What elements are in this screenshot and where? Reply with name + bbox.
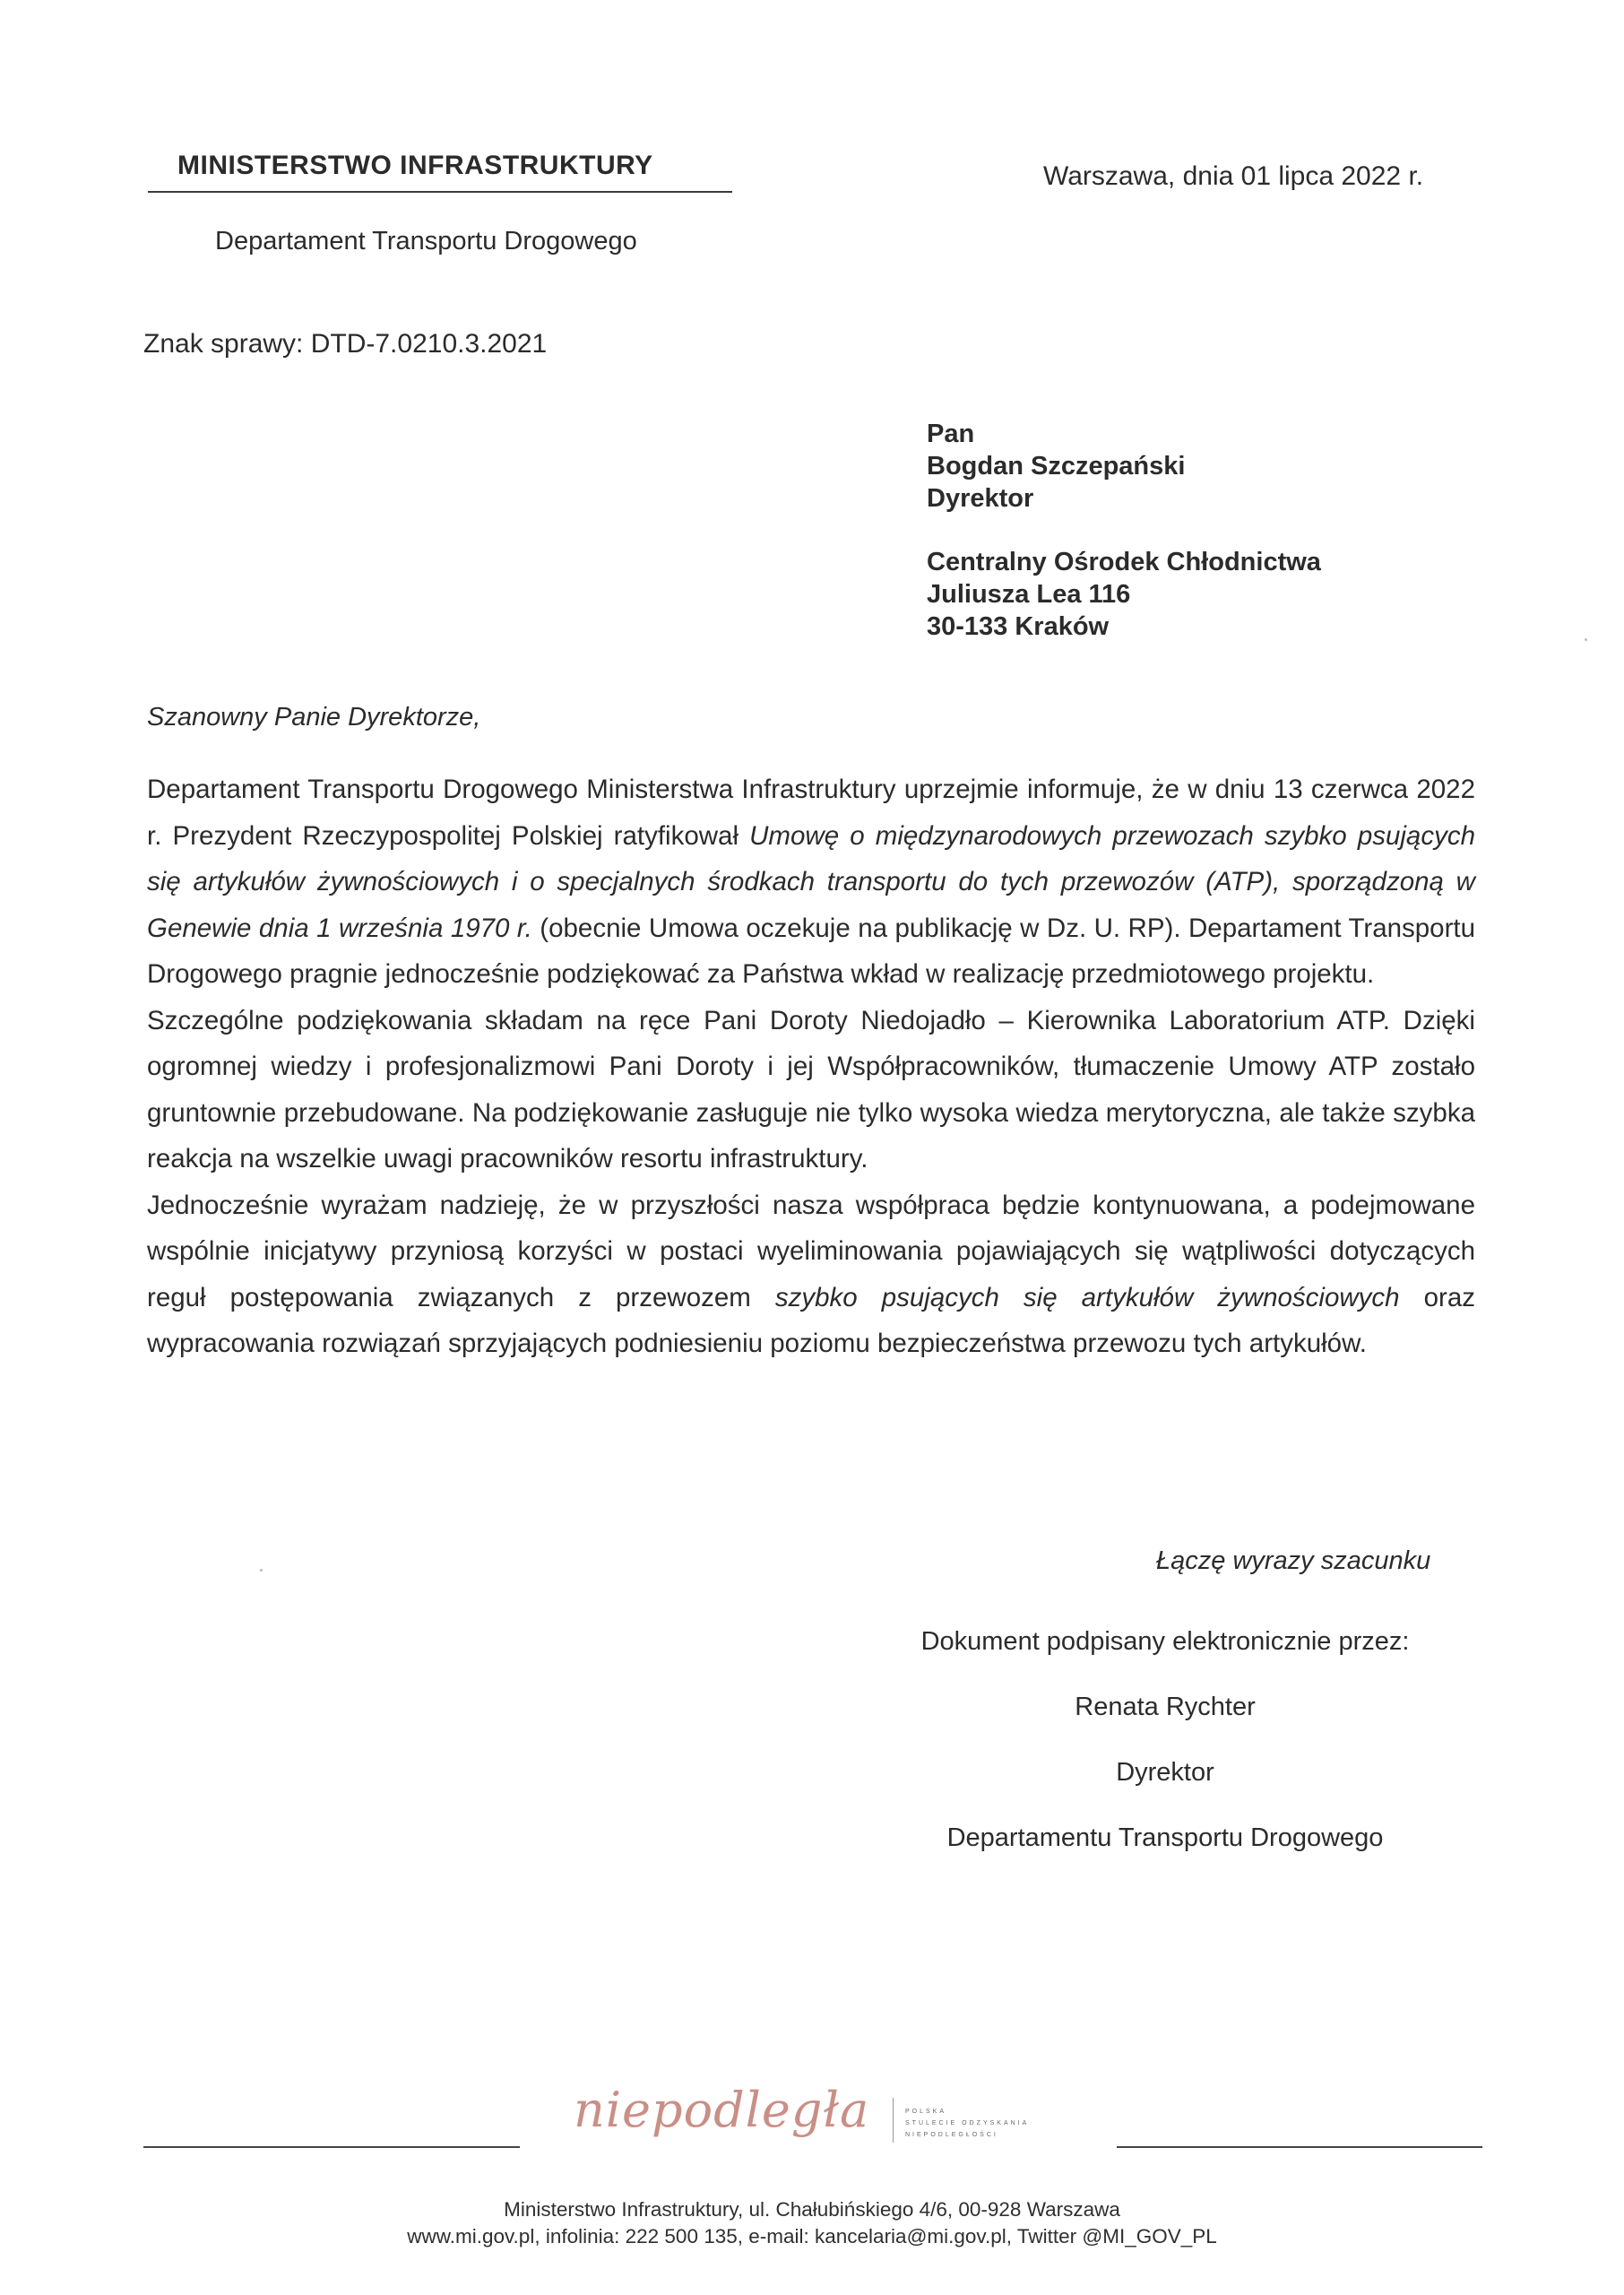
recipient-name: Bogdan Szczepański: [927, 452, 1186, 481]
signer-name: Renata Rychter: [1075, 1693, 1256, 1721]
recipient-organization: Centralny Ośrodek Chłodnictwa: [927, 548, 1321, 576]
logo-divider: [893, 2098, 894, 2143]
recipient-title: Pan: [927, 420, 975, 448]
footer-contact-details: www.mi.gov.pl, infolinia: 222 500 135, e-mail: kancelaria@mi.gov.pl, Twitter @MI_GOV_PL: [407, 2225, 1217, 2247]
paragraph-1: [147, 766, 1475, 998]
paragraph-1-text-b: (obecnie Umowa oczekuje na publikację w Dz. U. RP). Departament Transportu Drogowego pragnie jednocześnie podziękować za Państwa wkład w realizację przedmiotowego projektu.: [147, 913, 1475, 989]
footer-rule-right: [1117, 2146, 1482, 2148]
letter-date: Warszawa, dnia 01 lipca 2022 r.: [1043, 161, 1424, 191]
footer-contact: [0, 2196, 1624, 2250]
scan-speck: [1585, 638, 1587, 641]
recipient-city: 30-133 Kraków: [927, 612, 1110, 641]
logo-tagline-line-2: STULECIE ODZYSKANIA: [905, 2120, 1030, 2126]
ministry-name: MINISTERSTWO INFRASTRUKTURY: [177, 151, 653, 180]
letter-body: [147, 766, 1475, 1367]
paragraph-3: [147, 1182, 1475, 1367]
paragraph-2: Szczególne podziękowania składam na ręce Pani Doroty Niedojadło – Kierownika Laboratorium ATP. Dzięki ogromnej wiedzy i profesjonalizmowi Pani Doroty i jej Współpracowników, tłumaczenie Umowy ATP zostało gruntownie przebudowane. Na podziękowanie zasługuje nie tylko wysoka wiedza merytoryczna, ale także szybka reakcja na wszelkie uwagi pracowników resortu infrastruktury.: [147, 1005, 1475, 1173]
closing-regards: Łączę wyrazy szacunku: [1156, 1546, 1431, 1575]
footer-rule-left: [143, 2146, 520, 2148]
signed-electronically-note: Dokument podpisany elektronicznie przez:: [920, 1627, 1410, 1656]
signer-department: Departamentu Transportu Drogowego: [946, 1823, 1384, 1852]
case-reference: Znak sprawy: DTD-7.0210.3.2021: [143, 329, 548, 359]
salutation: Szanowny Panie Dyrektorze,: [147, 703, 481, 732]
ministry-underline: [148, 191, 732, 193]
recipient-position: Dyrektor: [927, 484, 1034, 513]
niepodlegla-logo: niepodległa: [574, 2082, 870, 2138]
paragraph-1-italic: Umowę o międzynarodowych przewozach szybko psujących się artykułów żywnościowych i o specjalnych środkach transportu do tych przewozów (ATP), sporządzoną w Genewie dnia 1 września 1970 r.: [147, 820, 1475, 943]
logo-tagline-line-3: NIEPODLEGŁOŚCI: [905, 2132, 998, 2138]
scan-speck: [260, 1569, 263, 1572]
paragraph-3-text-a: Jednocześnie wyrażam nadzieję, że w przyszłości nasza współpraca będzie kontynuowana, a podejmowane wspólnie inicjatywy przyniosą korzyści w postaci wyeliminowania pojawiających się wątpliwości dotyczących reguł postępowania związanych z przewozem: [147, 1190, 1475, 1312]
paragraph-3-italic: szybko psujących się artykułów żywnościowych: [774, 1282, 1400, 1312]
logo-tagline: [905, 2106, 1029, 2141]
signature-block: [896, 1609, 1434, 1871]
footer-address: Ministerstwo Infrastruktury, ul. Chałubińskiego 4/6, 00-928 Warszawa: [504, 2198, 1120, 2221]
signer-title: Dyrektor: [1116, 1758, 1214, 1787]
recipient-block: [927, 418, 1321, 643]
department-name: Departament Transportu Drogowego: [215, 227, 637, 255]
paragraph-1-text-a: Departament Transportu Drogowego Ministerstwa Infrastruktury uprzejmie informuje, że w dniu 13 czerwca 2022 r. Prezydent Rzeczypospolitej Polskiej ratyfikował: [147, 775, 1475, 851]
recipient-street: Juliusza Lea 116: [927, 580, 1131, 609]
paragraph-3-text-b: oraz wypracowania rozwiązań sprzyjających podniesieniu poziomu bezpieczeństwa przewozu tych artykułów.: [147, 1282, 1475, 1358]
recipient-gap: [927, 515, 1321, 546]
logo-tagline-line-1: POLSKA: [905, 2109, 947, 2115]
